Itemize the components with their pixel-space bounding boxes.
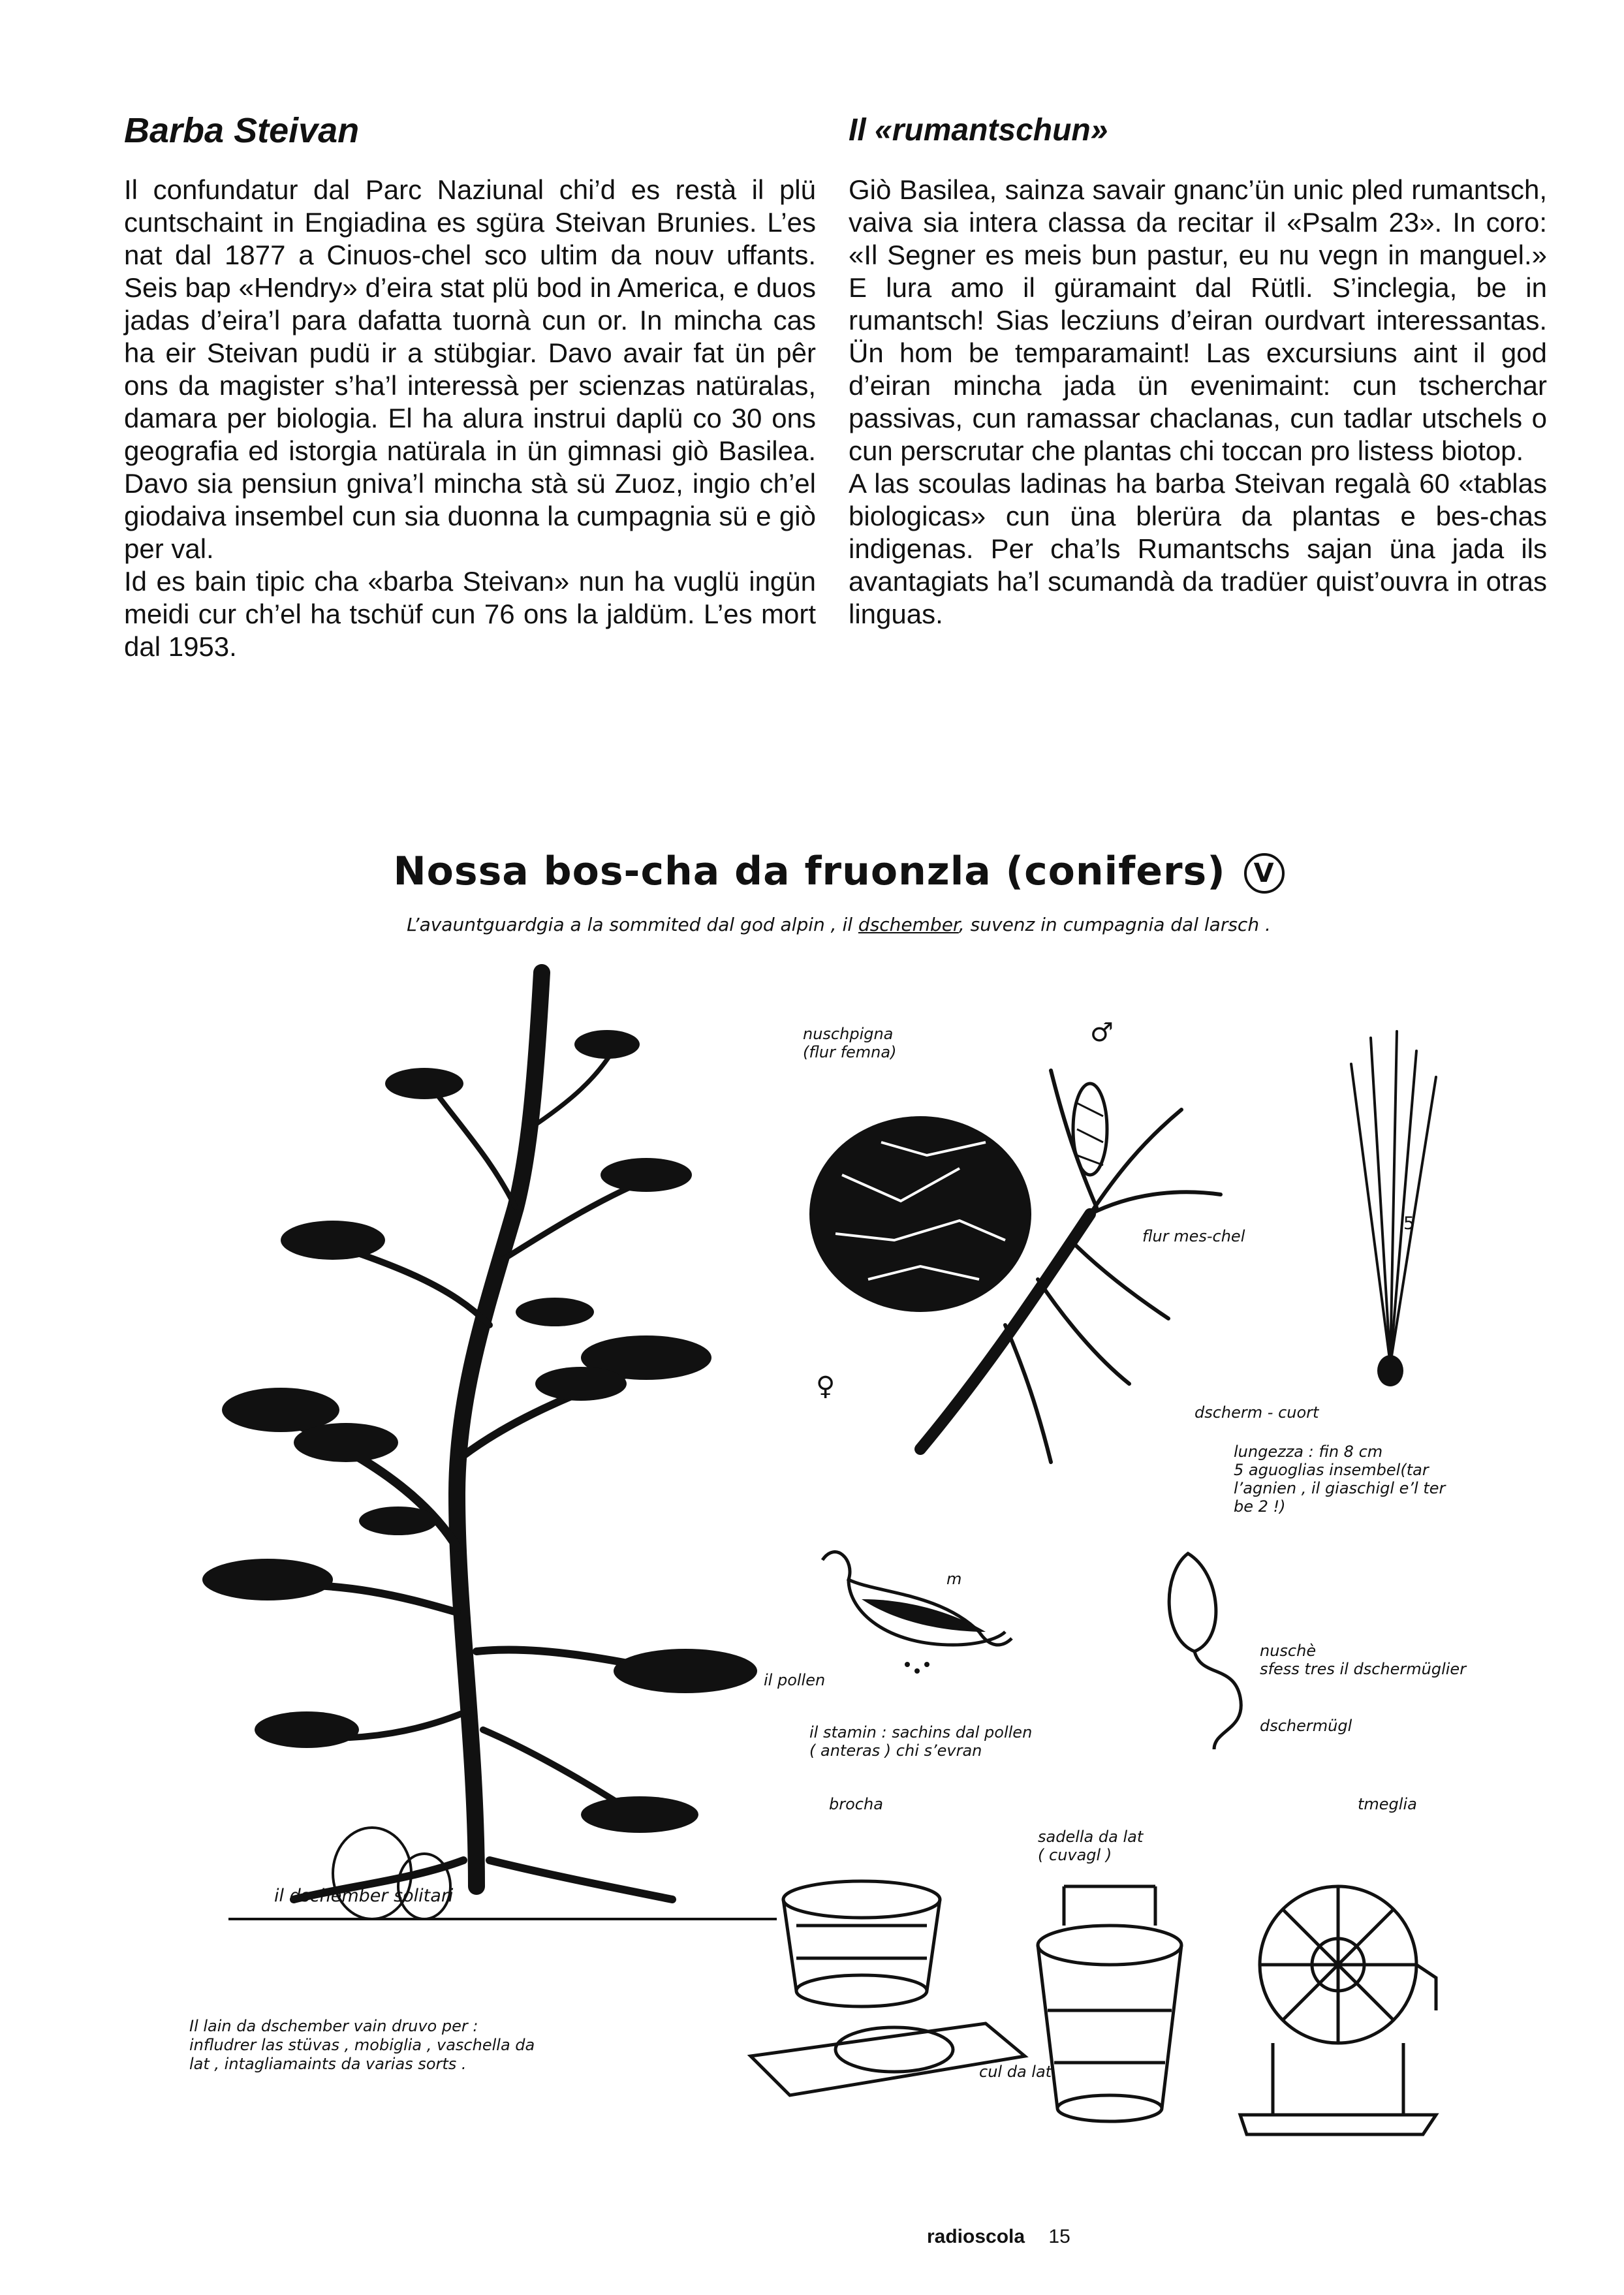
left-paragraph-2: Id es bain tipic cha «barba Steivan» nun ha vuglü ingün meidi cur ch’el ha tschüf cun 76 ons la jaldüm. L’es mort dal 1953. [124, 566, 816, 662]
pine-cone-drawing [790, 1044, 1234, 1488]
pollen-sac-drawing [809, 1534, 1018, 1678]
footer-brand: radioscola [927, 2226, 1025, 2247]
label-five: 5 [1403, 1213, 1415, 1234]
plate-roman-badge: V [1244, 853, 1285, 894]
label-dschember-solitari: il dschember solitari [274, 1886, 454, 1906]
plate-subtitle [124, 914, 1554, 935]
label-nusche-1: nuschè [1260, 1642, 1317, 1660]
page-footer [927, 2226, 1070, 2248]
label-nusche-2: sfess tres il dschermüglier [1260, 1660, 1467, 1678]
label-sadella-1: sadella da lat [1038, 1828, 1144, 1846]
plate-title [124, 849, 1554, 894]
left-heading: Barba Steivan [124, 111, 360, 150]
label-lungezza-1: lungezza : fin 8 cm [1234, 1443, 1383, 1461]
plate-subtitle-b: , suvenz in cumpagnia dal larsch . [958, 914, 1271, 935]
label-lain-1: Il lain da dschember vain druvo per : [189, 2017, 478, 2035]
label-flur-femna: (flur femna) [803, 1043, 897, 1061]
label-lungezza-4: be 2 !) [1234, 1497, 1286, 1516]
label-dschermugl: dschermügl [1260, 1717, 1352, 1735]
label-flur-mes-chel: flur mes-chel [1142, 1227, 1245, 1245]
female-symbol: ♀ [816, 1371, 835, 1401]
label-lungezza-2: 5 aguoglias insembel(tar [1234, 1461, 1429, 1479]
label-lain-3: lat , intagliamaints da varias sorts . [189, 2055, 467, 2073]
label-cul-da-lat: cul da lat [979, 2063, 1052, 2081]
label-stamin-1: il stamin : sachins dal pollen [809, 1723, 1033, 1741]
label-nuschpigna: nuschpigna [803, 1025, 894, 1043]
plate-subtitle-underlined: dschember [858, 914, 959, 935]
male-symbol: ♂ [1090, 1018, 1114, 1048]
label-lain-2: infludrer las stüvas , mobiglia , vaschella da [189, 2036, 535, 2054]
wooden-vessels-drawing [738, 1860, 1208, 2134]
page-number: 15 [1048, 2226, 1070, 2247]
conifer-plate [124, 849, 1554, 2154]
label-dscherm-cuort: dscherm - cuort [1195, 1403, 1319, 1422]
needle-cluster-drawing [1325, 1025, 1456, 1403]
left-column [124, 111, 816, 663]
label-stamin-2: ( anteras ) chi s’evran [809, 1741, 982, 1760]
label-m: m [946, 1570, 962, 1588]
label-sadella-2: ( cuvagl ) [1038, 1846, 1112, 1864]
churn-drawing [1234, 1867, 1449, 2141]
right-paragraph-1: Giò Basilea, sainza savair gnanc’ün unic pled rumantsch, vaiva sia intera classa da recitar il «Psalm 23». In coro: «Il Segner es meis bun pastur, eu nu vegn in manguel.» E lura amo il güramaint dal Rütli. S’inclegia, be in rumantsch! Sias lecziuns d’eiran ourdvart interessantas. Ün hom be temparamaint! Las excursiuns aint il god d’eiran mincha jada ün evenimaint: cun tscherchar passivas, cun ramassar chaclanas, cun tadlar utschels o cun perscrutar che plantas chi toccan pro listess biotop. [849, 174, 1547, 466]
plate-title-text: Nossa bos-cha da fruonzla (conifers) [393, 849, 1226, 894]
right-heading: Il «rumantschun» [849, 113, 1108, 148]
label-lungezza-3: l’agnien , il giaschigl e’l ter [1234, 1479, 1446, 1497]
label-pollen: il pollen [764, 1671, 826, 1689]
label-brocha: brocha [829, 1795, 883, 1813]
left-paragraph-1: Il confundatur dal Parc Naziunal chi’d es restà il plü cuntschaint in Engiadina es sgüra Steivan Brunies. L’es nat dal 1877 a Cinuos-chel sco ultim da nouv uffants. Seis bap «Hendry» d’eira stat plü bod in America, e duos jadas d’eira’l para dafatta tuornà cun or. In mincha cas ha eir Steivan pudü ir a stübgiar. Davo avair fat ün pêr ons da magister s’ha’l interessà per scienzas natüralas, damara per biologia. El ha alura instrui daplü co 30 ons geografia ed istorgia natürala in ün gimnasi giò Basilea. Davo sia pensiun gniva’l mincha stà sü Zuoz, ingio ch’el giodaiva insembel cun sia duonna la cumpagnia sü e giò per val. [124, 174, 816, 564]
right-column [849, 111, 1547, 631]
plate-subtitle-a: L’avauntguardgia a la sommited dal god alpin , il [407, 914, 858, 935]
label-tmeglia: tmeglia [1358, 1795, 1417, 1813]
right-paragraph-2: A las scoulas ladinas ha barba Steivan regalà 60 «tablas biologicas» cun üna blerüra da plantas e bes-chas indigenas. Per cha’ls Rumantschs sajan üna jada ils avantagiats ha’l scumandà da tradüer quist’ouvra in otras linguas. [849, 468, 1547, 629]
pine-tree-drawing [150, 960, 881, 1939]
